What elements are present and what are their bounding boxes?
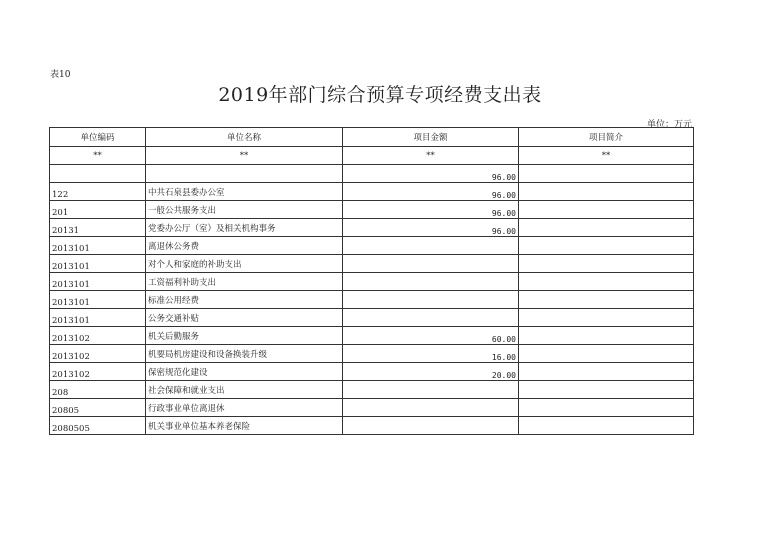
project-intro-cell (519, 381, 694, 399)
project-intro-cell (519, 399, 694, 417)
project-intro-cell (519, 327, 694, 345)
table-row (50, 417, 694, 435)
unit-code-cell (50, 165, 146, 183)
table-row (50, 345, 694, 363)
placeholder-row (50, 147, 694, 165)
table-row (50, 273, 694, 291)
unit-name-cell: 机关后勤服务 (146, 327, 343, 345)
unit-name-cell: 标准公用经费 (146, 291, 343, 309)
project-intro-cell (519, 165, 694, 183)
project-amount-cell (343, 255, 519, 273)
project-amount-cell: 96.00 (343, 219, 519, 237)
unit-name-cell: 工资福利补助支出 (146, 273, 343, 291)
table-row (50, 399, 694, 417)
project-intro-cell (519, 237, 694, 255)
unit-name-cell: 公务交通补贴 (146, 309, 343, 327)
unit-name-cell: 机关事业单位基本养老保险 (146, 417, 343, 435)
project-amount-cell (343, 273, 519, 291)
unit-name-cell: 保密规范化建设 (146, 363, 343, 381)
unit-name-cell (146, 165, 343, 183)
table-number: 表10 (50, 70, 71, 80)
placeholder-cell: ** (146, 147, 343, 165)
table-row (50, 255, 694, 273)
table-row (50, 183, 694, 201)
unit-code-cell: 2013101 (50, 255, 146, 273)
project-intro-cell (519, 255, 694, 273)
unit-name-cell: 行政事业单位离退休 (146, 399, 343, 417)
table-row (50, 291, 694, 309)
placeholder-cell: ** (343, 147, 519, 165)
project-intro-cell (519, 291, 694, 309)
table-row (50, 165, 694, 183)
table-row (50, 381, 694, 399)
unit-name-cell: 离退休公务费 (146, 237, 343, 255)
unit-code-cell: 2013102 (50, 363, 146, 381)
unit-code-cell: 2080505 (50, 417, 146, 435)
unit-code-cell: 201 (50, 201, 146, 219)
unit-name-cell: 一般公共服务支出 (146, 201, 343, 219)
table-row (50, 363, 694, 381)
unit-name-cell: 中共石泉县委办公室 (146, 183, 343, 201)
project-amount-cell (343, 309, 519, 327)
table-row (50, 219, 694, 237)
project-amount-cell (343, 399, 519, 417)
table-row (50, 237, 694, 255)
expenditure-table (49, 127, 694, 435)
project-amount-cell: 60.00 (343, 327, 519, 345)
unit-code-cell: 2013101 (50, 237, 146, 255)
project-intro-cell (519, 273, 694, 291)
header-unit-code: 单位编码 (50, 128, 146, 147)
unit-name-cell: 党委办公厅（室）及相关机构事务 (146, 219, 343, 237)
unit-code-cell: 2013101 (50, 291, 146, 309)
unit-code-cell: 208 (50, 381, 146, 399)
project-amount-cell (343, 417, 519, 435)
table-row (50, 309, 694, 327)
unit-code-cell: 20131 (50, 219, 146, 237)
placeholder-cell: ** (519, 147, 694, 165)
header-project-amount: 项目金额 (343, 128, 519, 147)
unit-code-cell: 2013101 (50, 309, 146, 327)
unit-code-cell: 20805 (50, 399, 146, 417)
unit-name-cell: 对个人和家庭的补助支出 (146, 255, 343, 273)
project-amount-cell: 16.00 (343, 345, 519, 363)
table-header-row (50, 128, 694, 147)
page-title: 2019年部门综合预算专项经费支出表 (218, 84, 542, 106)
header-project-intro: 项目简介 (519, 128, 694, 147)
table-row (50, 327, 694, 345)
project-intro-cell (519, 219, 694, 237)
project-intro-cell (519, 417, 694, 435)
unit-name-cell: 机要局机房建设和设备换装升级 (146, 345, 343, 363)
project-intro-cell (519, 309, 694, 327)
project-amount-cell (343, 237, 519, 255)
header-unit-name: 单位名称 (146, 128, 343, 147)
unit-name-cell: 社会保障和就业支出 (146, 381, 343, 399)
project-intro-cell (519, 345, 694, 363)
unit-label: 单位：万元 (646, 120, 692, 130)
table-row (50, 201, 694, 219)
project-amount-cell: 96.00 (343, 183, 519, 201)
project-intro-cell (519, 201, 694, 219)
project-amount-cell: 96.00 (343, 165, 519, 183)
unit-code-cell: 122 (50, 183, 146, 201)
project-intro-cell (519, 183, 694, 201)
unit-code-cell: 2013102 (50, 327, 146, 345)
project-amount-cell (343, 291, 519, 309)
project-amount-cell: 96.00 (343, 201, 519, 219)
placeholder-cell: ** (50, 147, 146, 165)
project-intro-cell (519, 363, 694, 381)
project-amount-cell (343, 381, 519, 399)
unit-code-cell: 2013102 (50, 345, 146, 363)
project-amount-cell: 20.00 (343, 363, 519, 381)
unit-code-cell: 2013101 (50, 273, 146, 291)
